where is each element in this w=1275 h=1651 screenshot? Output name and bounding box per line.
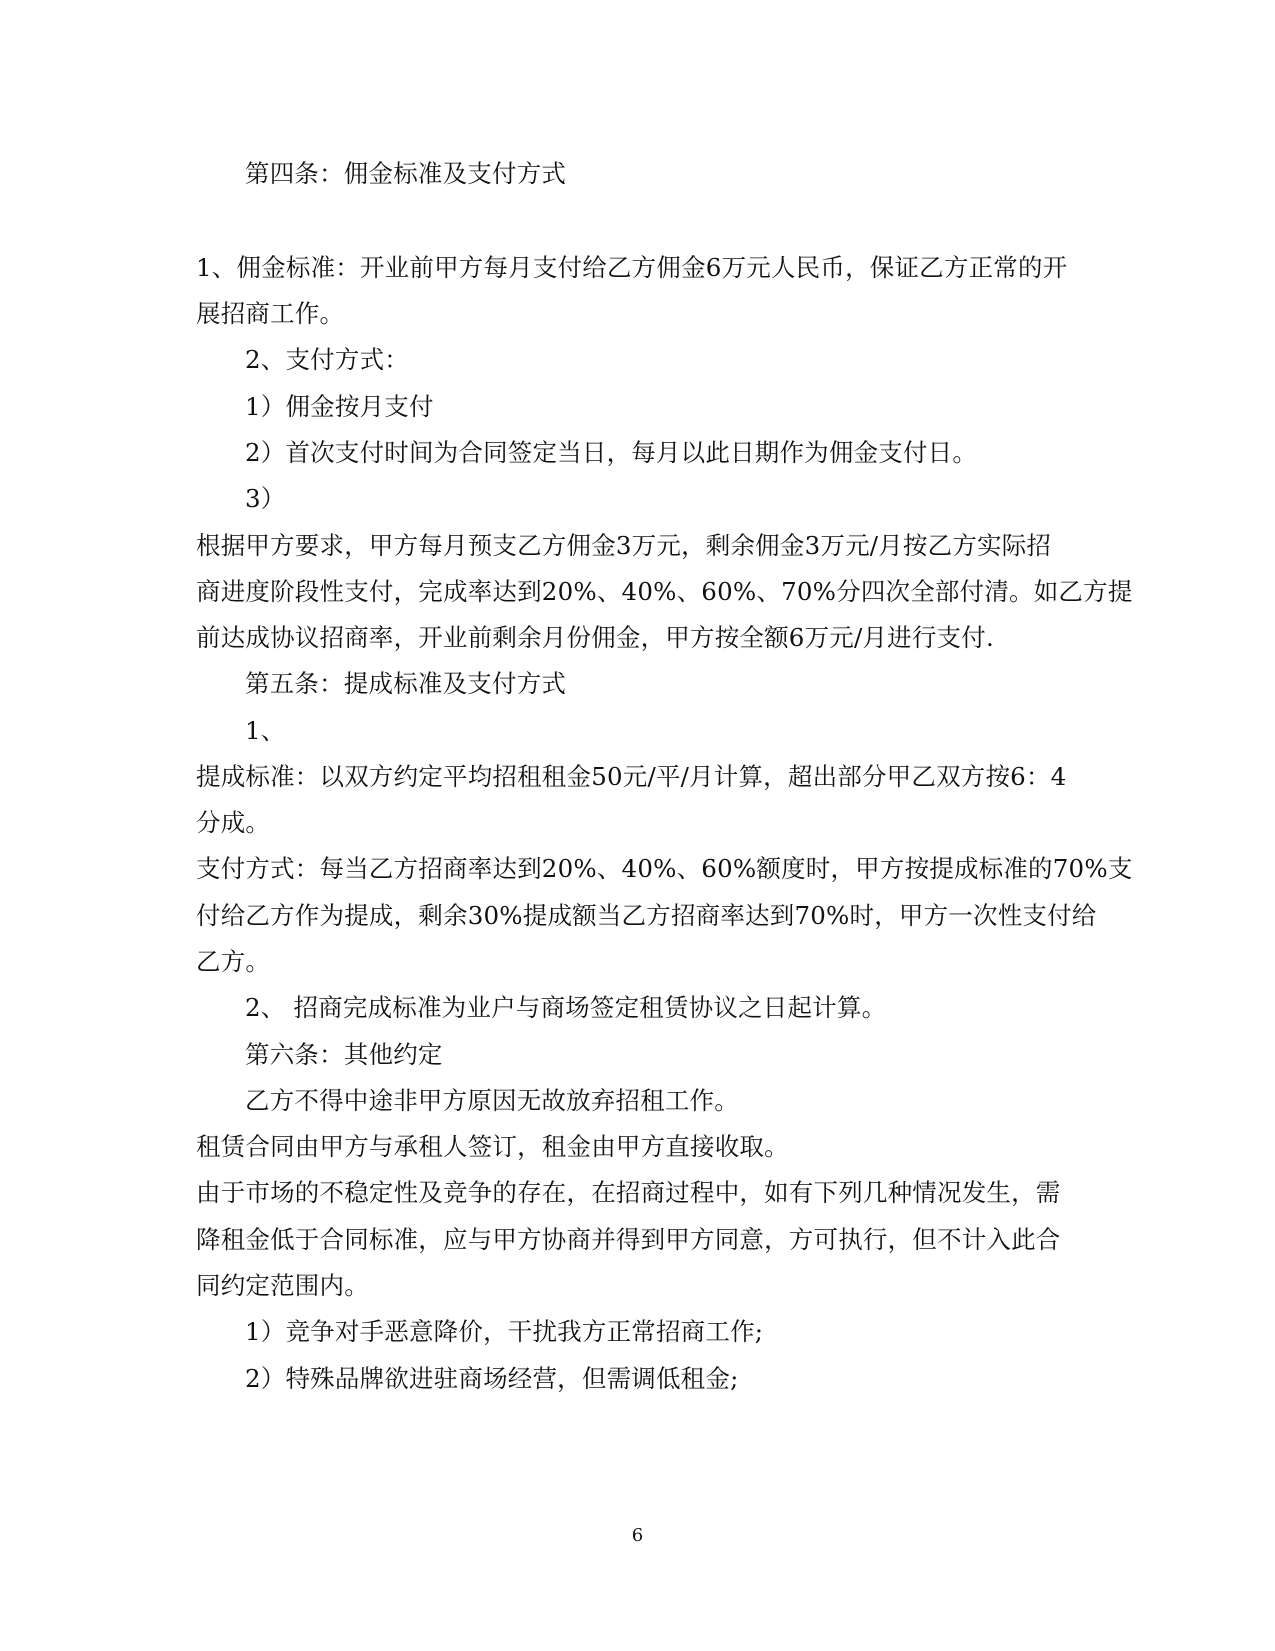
page-number: 6 (631, 1525, 644, 1546)
paragraph-line: 付给乙方作为提成，剩余30%提成额当乙方招商率达到70%时，甲方一次性支付给 (196, 901, 1097, 930)
article-4-heading: 第四条：佣金标准及支付方式 (245, 159, 567, 188)
article-6-heading: 第六条：其他约定 (245, 1040, 443, 1069)
paragraph-line: 2）特殊品牌欲进驻商场经营，但需调低租金; (245, 1364, 739, 1393)
paragraph-line: 1）竞争对手恶意降价，干扰我方正常招商工作; (245, 1317, 764, 1346)
paragraph-line: 2、支付方式： (245, 345, 409, 374)
paragraph-line: 降租金低于合同标准，应与甲方协商并得到甲方同意，方可执行，但不计入此合 (196, 1225, 1061, 1254)
paragraph-line: 前达成协议招商率，开业前剩余月份佣金，甲方按全额6万元/月进行支付. (196, 623, 994, 652)
paragraph-line: 乙方不得中途非甲方原因无故放弃招租工作。 (245, 1086, 739, 1115)
paragraph-line: 由于市场的不稳定性及竞争的存在，在招商过程中，如有下列几种情况发生，需 (196, 1178, 1061, 1207)
paragraph-line: 1、佣金标准：开业前甲方每月支付给乙方佣金6万元人民币，保证乙方正常的开 (196, 253, 1068, 282)
paragraph-line: 展招商工作。 (196, 299, 345, 328)
paragraph-line: 分成。 (196, 808, 271, 837)
paragraph-line: 2）首次支付时间为合同签定当日，每月以此日期作为佣金支付日。 (245, 438, 978, 467)
paragraph-line: 提成标准：以双方约定平均招租租金50元/平/月计算，超出部分甲乙双方按6：4 (196, 762, 1067, 791)
paragraph-line: 同约定范围内。 (196, 1271, 369, 1300)
paragraph-line: 租赁合同由甲方与承租人签订，租金由甲方直接收取。 (196, 1132, 789, 1161)
paragraph-line: 2、 招商完成标准为业户与商场签定租赁协议之日起计算。 (245, 993, 887, 1022)
paragraph-line: 1）佣金按月支付 (245, 392, 434, 421)
article-5-heading: 第五条：提成标准及支付方式 (245, 669, 567, 698)
paragraph-line: 1、 (245, 716, 286, 745)
paragraph-line: 支付方式：每当乙方招商率达到20%、40%、60%额度时，甲方按提成标准的70%支 (196, 854, 1133, 883)
paragraph-line: 乙方。 (196, 947, 271, 976)
paragraph-line: 3） (245, 484, 286, 513)
paragraph-line: 商进度阶段性支付，完成率达到20%、40%、60%、70%分四次全部付清。如乙方提 (196, 577, 1133, 606)
paragraph-line: 根据甲方要求，甲方每月预支乙方佣金3万元，剩余佣金3万元/月按乙方实际招 (196, 531, 1052, 560)
